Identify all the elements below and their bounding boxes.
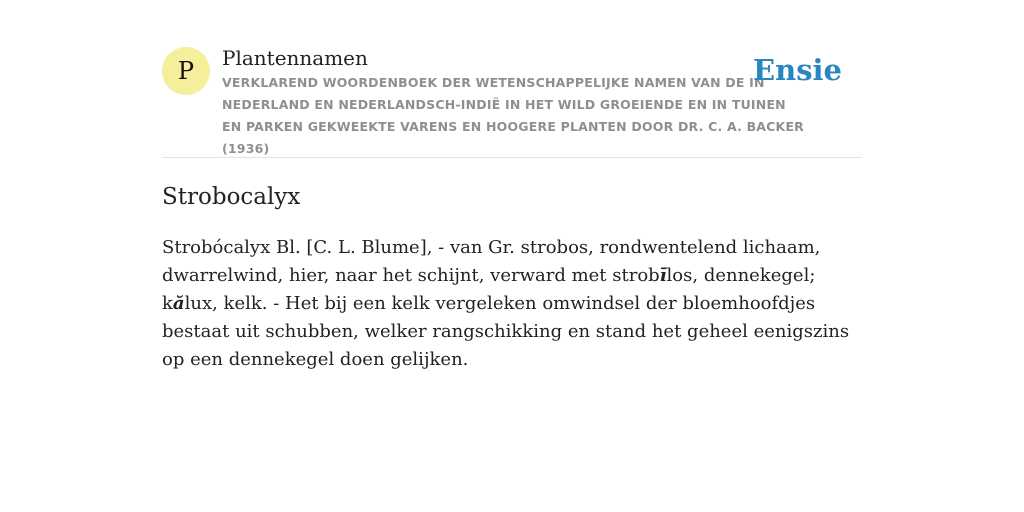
- entry-title: Strobocalyx: [162, 184, 301, 210]
- entry-body: [162, 234, 862, 374]
- entry-body-emphasis-2: ă: [172, 293, 185, 314]
- page-header: [162, 44, 862, 158]
- entry-body-text-2: los, dennekegel; k: [162, 265, 816, 314]
- book-title[interactable]: Plantennamen: [222, 46, 368, 70]
- avatar[interactable]: [162, 47, 210, 95]
- avatar-letter: P: [177, 57, 195, 85]
- divider: [162, 157, 862, 158]
- ensie-logo[interactable]: Ensie: [753, 53, 842, 87]
- book-subtitle: VERKLAREND WOORDENBOEK DER WETENSCHAPPELIJKE NAMEN VAN DE IN NEDERLAND EN NEDERLANDSCH-INDIË IN HET WILD GROEIENDE EN IN TUINEN EN PARKEN GEKWEEKTE VARENS EN HOOGERE PLANTEN DOOR DR. C. A. BACKER (1936): [222, 75, 805, 156]
- entry-body-text-1: Strobócalyx Bl. [C. L. Blume], - van Gr. strobos, rondwentelend lichaam, dwarrelwind, hier, naar het schijnt, verward met strob: [162, 237, 821, 286]
- entry-body-text-3: lux, kelk. - Het bij een kelk vergeleken omwindsel der bloemhoofdjes bestaat uit schubben, welker rangschikking en stand het geheel eenigszins op een dennekegel doen gelijken.: [162, 293, 850, 370]
- entry-body-emphasis-1: ī: [659, 265, 667, 286]
